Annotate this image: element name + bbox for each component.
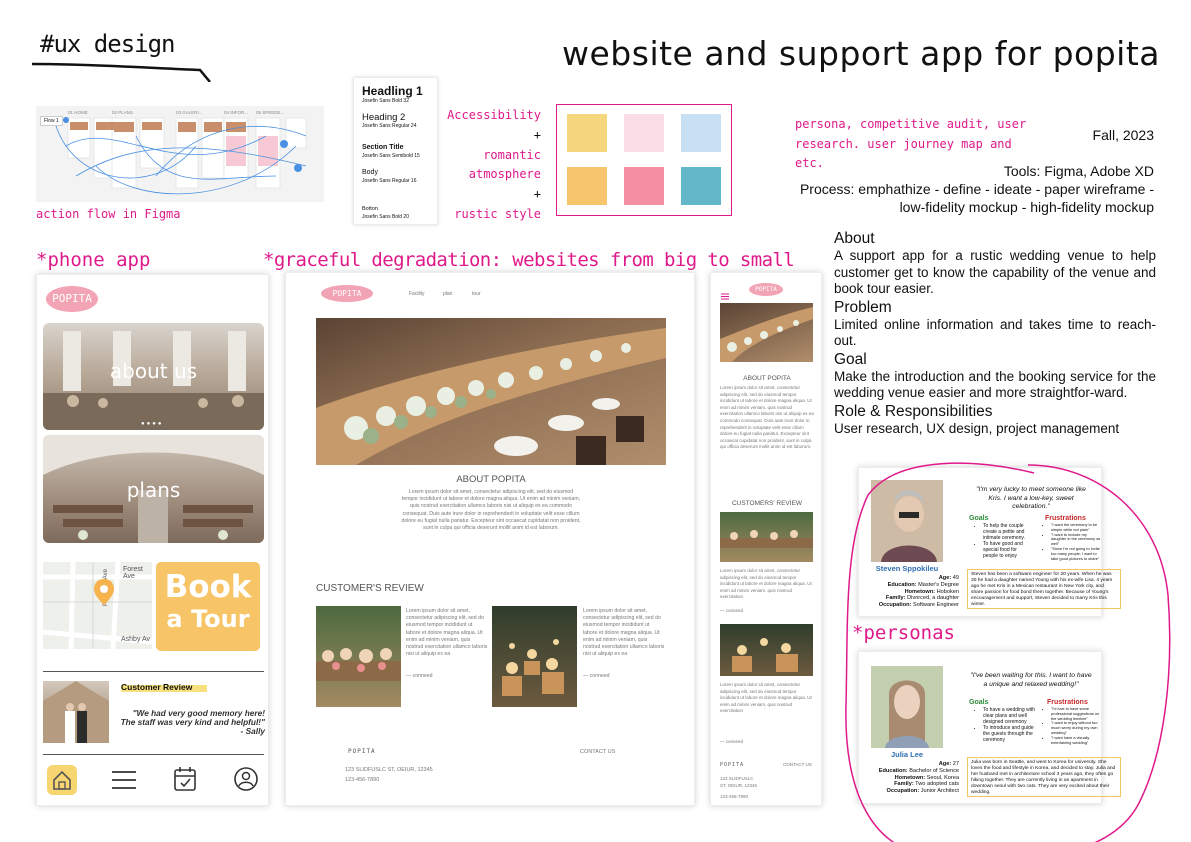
site-footer-logo: POPITA bbox=[348, 748, 376, 755]
home-label: Hometown: bbox=[894, 774, 926, 781]
project-process-2: low-fidelity mockup - high-fidelity mockup bbox=[899, 199, 1154, 215]
mobile-candle-photo bbox=[720, 624, 813, 676]
edu-value: Bachelor of Science bbox=[909, 767, 959, 774]
type-h2-spec: Josefin Sans Regular 24 bbox=[362, 123, 417, 129]
goal-item: • To have good and special food for people to enjoy bbox=[983, 541, 1033, 559]
persona-portrait bbox=[871, 480, 943, 562]
mobile-review-text-1: Lorem ipsum dolor sit amet, consectetur adipiscing elit, sed do eiusmod tempor incididunt ut labore et dolore magna aliqua. Ut enim ad minim veniam, quis nostrud exercitation bbox=[720, 568, 812, 600]
frame-label-5: 05 SPEEDE... bbox=[256, 110, 285, 115]
type-section: Section Title bbox=[362, 144, 404, 151]
site-review-text-1: Lorem ipsum dolor sit amet, consectetur adipiscing elit, sed do eiusmod tempor incididunt ut labore et dolore magna aliqua. Ut enim ad minim veniam, quis nostrud exercitation ullamco laboris nisi ut aliquip ex ea bbox=[406, 608, 488, 658]
frustration-item: • "I want to enjoy without too much worry during my own wedding" bbox=[1051, 721, 1101, 735]
ux-design-tag bbox=[40, 30, 240, 80]
about-us-label: about us bbox=[109, 359, 198, 383]
plans-card[interactable] bbox=[43, 435, 264, 543]
candle-table-photo bbox=[492, 606, 577, 707]
figma-flow-preview bbox=[36, 106, 324, 202]
map-street-ashby: Ashby Av bbox=[121, 636, 151, 643]
edu-value: Master's Degree bbox=[918, 581, 959, 588]
type-button: Botton bbox=[362, 206, 378, 212]
style-notes bbox=[445, 106, 541, 225]
persona-name: Steven Sppokileu bbox=[875, 564, 939, 573]
swatch-teal bbox=[681, 167, 721, 205]
mobile-review-more-2[interactable]: — conneed bbox=[720, 739, 744, 744]
mobile-about-title: ABOUT POPITA bbox=[743, 375, 791, 382]
home-value: Seoul, Korea bbox=[926, 774, 959, 781]
mobile-review-more-1[interactable]: — conneed bbox=[720, 608, 744, 613]
review-photo bbox=[43, 681, 109, 743]
occ-label: Occupation: bbox=[886, 788, 920, 795]
persona-portrait bbox=[871, 666, 943, 748]
site-review-photo-1 bbox=[316, 606, 401, 707]
mobile-website-mockup bbox=[710, 272, 822, 806]
edu-label: Education: bbox=[878, 767, 908, 774]
book-tour-label-1: Book bbox=[164, 569, 252, 605]
site-about-title: ABOUT POPITA bbox=[456, 474, 526, 485]
mobile-footer-phone: 123-456-7890 bbox=[720, 794, 749, 799]
mobile-hero-photo bbox=[720, 303, 813, 362]
tag-text: #ux design bbox=[40, 30, 175, 58]
style-note-4: rustic style bbox=[454, 206, 541, 221]
project-process-1: Process: emphathize - define - ideate - paper wireframe - bbox=[799, 181, 1154, 197]
type-button-spec: Josefin Sans Bold 20 bbox=[362, 214, 409, 220]
role-heading: Role & Responsibilities bbox=[834, 402, 993, 420]
type-h2: Heading 2 bbox=[362, 112, 406, 123]
goal-text: Make the introduction and the booking service for the wedding venue easier and more straightfor-ward. bbox=[834, 368, 1156, 400]
mobile-review-text-2: Lorem ipsum dolor sit amet, consectetur adipiscing elit, sed do eiusmod tempor incididunt ut labore et dolore magna aliqua. Ut enim ad minim veniam, quis nostrud exercitation bbox=[720, 682, 812, 714]
project-date: Fall, 2023 bbox=[1092, 127, 1154, 143]
mobile-table-photo bbox=[720, 303, 813, 362]
persona-name: Julia Lee bbox=[890, 750, 924, 759]
family-value: Two adopted cats bbox=[915, 781, 959, 788]
goals-list bbox=[977, 523, 1033, 559]
mobile-about-text: Lorem ipsum dolor sit amet, consectetur adipiscing elit, sed do eiusmod tempor incididunt ut labore et dolore magna aliqua. Ut enim ad minim veniam, quis nostrud exercitation ullamco laboris nisi ut aliquip ex ea commodo consequat. Duis aute irure dolor in reprehenderit in voluptate velit esse cillum dolore eu fugiat nulla pariatur. Excepteur sint occaecat cupidatat non proident, sunt in culpa qui officia deserunt mollit anim id est laborum. bbox=[720, 385, 814, 450]
site-hero-photo bbox=[316, 318, 666, 465]
outdoor-table-photo bbox=[316, 606, 401, 707]
site-contact-link[interactable]: CONTACT US bbox=[580, 749, 616, 755]
edu-label: Education: bbox=[887, 581, 917, 588]
age-value: 49 bbox=[952, 575, 959, 581]
divider bbox=[43, 754, 264, 755]
frustration-item: • "I want the ceremony to be simple while not plain" bbox=[1051, 523, 1101, 533]
site-nav-plan[interactable]: plan bbox=[443, 291, 453, 297]
home-icon[interactable] bbox=[47, 765, 77, 795]
table-setting-photo bbox=[316, 318, 666, 465]
home-label: Hometown: bbox=[904, 588, 936, 595]
site-nav-facility[interactable]: Facility bbox=[409, 291, 425, 297]
frustrations-list bbox=[1045, 523, 1101, 561]
occ-value: Junior Architect bbox=[920, 788, 959, 795]
goals-list bbox=[977, 707, 1035, 743]
frame-label-1: 01 HOME bbox=[68, 110, 88, 115]
role-text: User research, UX design, project management bbox=[834, 420, 1120, 436]
persona-quote: "I've been waiting for this. I want to have a unique and relaxed wedding!" bbox=[970, 672, 1092, 688]
frame-label-4: 04 INFOR... bbox=[224, 110, 249, 115]
style-note-plus-2: + bbox=[533, 187, 541, 202]
book-tour-button[interactable] bbox=[156, 562, 260, 651]
site-review-more-2[interactable]: — conneed bbox=[583, 673, 610, 679]
about-us-card[interactable] bbox=[43, 323, 264, 430]
age-label: Age: bbox=[938, 575, 952, 581]
calendar-icon[interactable] bbox=[173, 766, 197, 792]
style-note-plus-1: + bbox=[533, 127, 541, 142]
page-title: website and support app for popita bbox=[562, 34, 1160, 73]
site-footer-address: 123 SLIDFUSLC ST, OEIUR, 12345 bbox=[345, 767, 433, 773]
about-block bbox=[834, 229, 1156, 437]
mobile-site-logo[interactable]: POPITA bbox=[749, 283, 783, 296]
swatch-pink bbox=[624, 167, 664, 205]
profile-icon[interactable] bbox=[233, 766, 259, 792]
menu-icon[interactable] bbox=[111, 769, 137, 791]
phone-app-note: *phone app bbox=[36, 249, 151, 271]
frustrations-heading: Frustrations bbox=[1047, 699, 1088, 706]
plans-label: plans bbox=[126, 478, 181, 502]
home-value: Hoboken bbox=[936, 588, 959, 595]
divider bbox=[43, 671, 264, 672]
site-review-more-1[interactable]: — conneed bbox=[406, 673, 433, 679]
persona-card bbox=[858, 651, 1116, 804]
desktop-website-mockup bbox=[285, 272, 695, 806]
age-value: 27 bbox=[952, 761, 959, 767]
style-note-1: Accessibility bbox=[447, 108, 541, 122]
occ-value: Software Engineer bbox=[912, 602, 959, 609]
project-tools: Tools: Figma, Adobe XD bbox=[1003, 163, 1154, 179]
julia-portrait bbox=[871, 666, 943, 748]
persona-bio: Julia was born in Seattle, and went to Korea for university. She loves the food and lifestyle in Korea, and decided to stay. Julia and her husband met in architecture school 3 years ago, they often go hiking together. They are currently living in an apartment in downtown seoul with two cats. They are very excited about their wedding. bbox=[967, 757, 1121, 797]
site-review-photo-2 bbox=[492, 606, 577, 707]
goal-item: • To help the couple create a petite and intimate ceremony. bbox=[983, 523, 1033, 541]
phone-logo[interactable]: POPITA bbox=[46, 286, 98, 312]
family-label: Family: bbox=[894, 781, 914, 788]
age-label: Age: bbox=[938, 761, 952, 767]
action-flow-note: action flow in Figma bbox=[36, 207, 181, 221]
color-palette bbox=[556, 104, 732, 216]
site-logo[interactable]: POPITA bbox=[321, 285, 373, 302]
carousel-dots: ●●●● bbox=[141, 421, 164, 427]
frustration-item: • "I'd love to have some professional suggestions on the wedding timeline" bbox=[1051, 707, 1101, 721]
location-map[interactable] bbox=[43, 562, 152, 649]
flow-label: Flow 1 bbox=[40, 116, 63, 126]
swatch-light-blue bbox=[681, 114, 721, 152]
map-street-forest: Forest Ave bbox=[123, 566, 143, 580]
frame-label-3: 03 GALERI... bbox=[176, 110, 203, 115]
type-h1: Headling 1 bbox=[362, 84, 423, 98]
review-title: Customer Review bbox=[121, 682, 193, 692]
style-note-3: atmosphere bbox=[468, 167, 541, 182]
family-label: Family: bbox=[885, 595, 906, 602]
persona-details bbox=[863, 761, 959, 795]
flow-diagram bbox=[36, 106, 324, 202]
site-about-text: Lorem ipsum dolor sit amet, consectetur adipiscing elit, sed do eiusmod tempor incididunt ut labore et dolore magna aliqua. Ut enim ad minim veniam, quis nostrud exercitation ullamco laboris nisi ut aliquip ex ea commodo consequat. Duis aute irure dolor in reprehenderit in voluptate velit esse cillum dolore eu fugiat nulla pariatur. Excepteur sint occaecat cupidatat non proident, sunt in culpa qui officia deserunt mollit anim id est laborum. bbox=[401, 489, 581, 532]
persona-card bbox=[858, 467, 1113, 617]
style-note-2: romantic bbox=[483, 147, 541, 162]
type-section-spec: Josefin Sans Semibold 15 bbox=[362, 153, 420, 159]
typography-card bbox=[353, 77, 438, 225]
swatch-light-pink bbox=[624, 114, 664, 152]
problem-text: Limited online information and takes time to reach-out. bbox=[834, 316, 1156, 348]
research-note-1: persona, competitive audit, user bbox=[795, 117, 1027, 131]
mobile-outdoor-photo bbox=[720, 512, 813, 562]
mobile-menu-icon[interactable] bbox=[721, 287, 729, 294]
type-body-spec: Josefin Sans Regular 16 bbox=[362, 178, 417, 184]
frustrations-heading: Frustrations bbox=[1045, 515, 1086, 522]
review-quote-1: "We had very good memory here! bbox=[132, 708, 265, 718]
goals-heading: Goals bbox=[969, 699, 989, 706]
site-review-title: CUSTOMER'S REVIEW bbox=[316, 583, 424, 594]
mobile-review-title: CUSTOMERS' REVIEW bbox=[731, 500, 803, 507]
site-review-text-2: Lorem ipsum dolor sit amet, consectetur adipiscing elit, sed do eiusmod tempor incididunt ut labore et dolore magna aliqua. Ut enim ad minim veniam, quis nostrud exercitation ullamco laboris nisi ut aliquip ex ea bbox=[583, 608, 665, 658]
persona-details bbox=[863, 575, 959, 609]
bottom-nav bbox=[37, 763, 270, 803]
frustration-item: • "I want to include my daughter in the ceremony as well" bbox=[1051, 533, 1101, 547]
couple-photo bbox=[43, 681, 109, 743]
frustration-item: • "Since I'm not going to invite too many people, I want to take good pictures to share" bbox=[1051, 547, 1101, 561]
degradation-note: *graceful degradation: websites from big to small bbox=[263, 249, 795, 271]
mobile-review-photo-2 bbox=[720, 624, 813, 676]
goals-heading: Goals bbox=[969, 515, 989, 522]
review-author: - Sally bbox=[240, 726, 265, 736]
goal-heading: Goal bbox=[834, 350, 867, 368]
problem-heading: Problem bbox=[834, 298, 892, 316]
research-note-2: research. user journey map and bbox=[795, 136, 1012, 151]
goal-item: • To have a wedding with clear plans and well designed ceremony bbox=[983, 707, 1035, 725]
type-h1-spec: Josefin Sans Bold 32 bbox=[362, 98, 409, 104]
map-pin-icon bbox=[93, 578, 115, 606]
book-tour-label-2: a Tour bbox=[166, 605, 250, 633]
site-nav-tour[interactable]: tour bbox=[472, 291, 481, 297]
persona-quote: "I'm very lucky to meet someone like Kris. I want a low-key, sweet celebration." bbox=[976, 486, 1086, 510]
steven-portrait bbox=[871, 480, 943, 562]
personas-note: *personas bbox=[852, 622, 955, 644]
frustration-item: • "I want have a visually entertaining wedding" bbox=[1051, 736, 1101, 746]
phone-app-mockup bbox=[36, 274, 269, 806]
family-value: Divorced, a daughter bbox=[907, 595, 959, 602]
research-note-3: etc. bbox=[795, 156, 824, 170]
tag-underline bbox=[30, 52, 230, 82]
swatch-yellow bbox=[567, 114, 607, 152]
review-quote-2: The staff was very kind and helpful!" bbox=[120, 717, 265, 727]
goal-item: • To introduce and guide the guests through the ceremony bbox=[983, 725, 1035, 743]
swatch-orange bbox=[567, 167, 607, 205]
mobile-contact-link[interactable]: CONTACT US bbox=[783, 762, 812, 767]
persona-bio: Steven has been a software engineer for 20 years. When he was 30 he had a daughter named Young with his ex-wife Lisa. 4 years ago he met Kris in a Mexican restaurant in New York city, and share passion for food bond them together. Because of Young's encouragement and support, Steven decided to marry Kris this winter. bbox=[967, 569, 1121, 609]
about-text: A support app for a rustic wedding venue to help customer get to know the capability of the venue and book tour easier. bbox=[834, 248, 1156, 296]
mobile-review-photo-1 bbox=[720, 512, 813, 562]
frustrations-list bbox=[1045, 707, 1101, 745]
type-body: Body bbox=[362, 169, 378, 176]
site-footer-phone: 123-456-7890 bbox=[345, 777, 380, 783]
mobile-footer-logo: POPITA bbox=[720, 762, 745, 768]
mobile-footer-address: 123 SLIDFUSLC ST, OEIUR, 12345 bbox=[720, 776, 758, 788]
about-heading: About bbox=[834, 230, 875, 247]
frame-label-2: 02 PLANS bbox=[112, 110, 134, 115]
occ-label: Occupation: bbox=[878, 602, 912, 609]
